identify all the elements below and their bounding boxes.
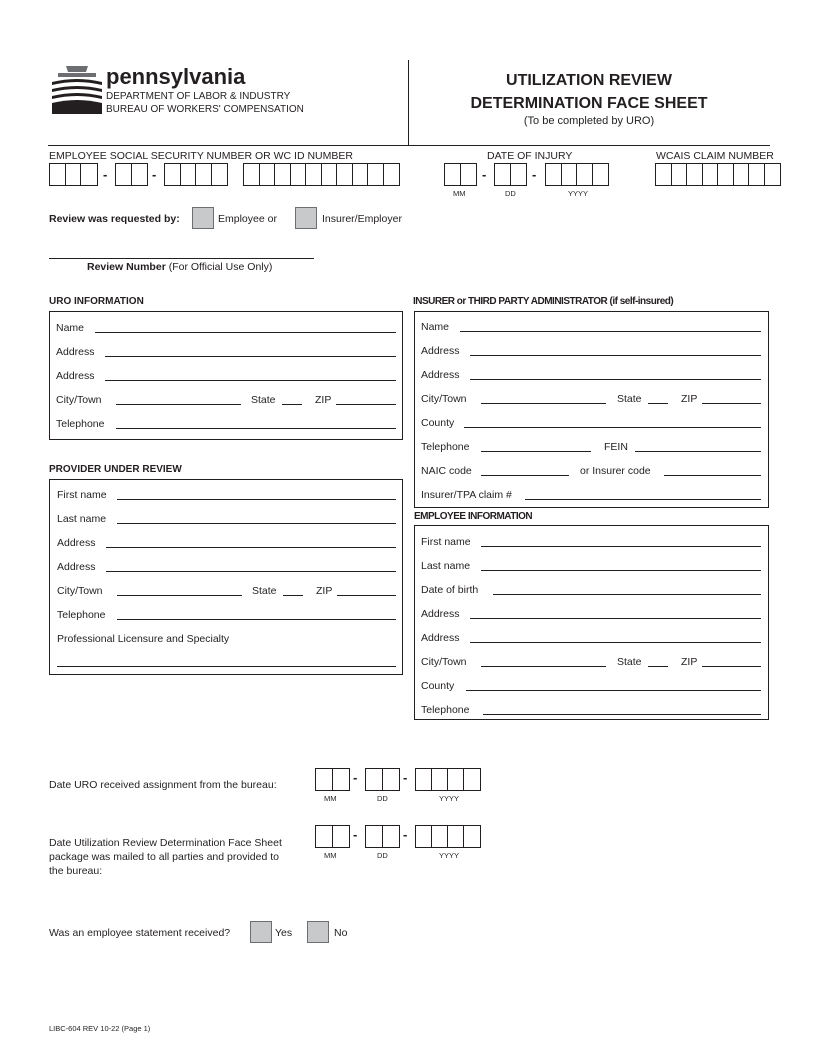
provider-frame (49, 479, 403, 675)
header-rule (48, 145, 770, 146)
insurer-address2-field[interactable] (470, 379, 761, 380)
review-number-bold: Review Number (87, 261, 166, 273)
employee-state-field[interactable] (648, 666, 668, 667)
received-yyyy-caption: YYYY (439, 794, 460, 803)
insurer-address2-label: Address (421, 369, 460, 381)
insurer-address1-field[interactable] (470, 355, 761, 356)
provider-state-field[interactable] (283, 595, 303, 596)
mailed-mm-caption: MM (324, 851, 337, 860)
uro-zip-field[interactable] (336, 404, 396, 405)
insurer-telephone-label: Telephone (421, 441, 470, 453)
insurer-naic-label: NAIC code (421, 465, 472, 477)
uro-address2-field[interactable] (105, 380, 396, 381)
provider-last-label: Last name (57, 513, 107, 525)
insurer-zip-label: ZIP (681, 393, 698, 405)
employee-county-label: County (421, 680, 455, 692)
form-title-line1: UTILIZATION REVIEW (506, 72, 672, 89)
ssn-dash-1: - (103, 167, 108, 182)
employee-last-field[interactable] (481, 570, 761, 571)
employee-zip-field[interactable] (702, 666, 761, 667)
insurer-state-field[interactable] (648, 403, 668, 404)
mailed-mm-boxes[interactable] (315, 825, 350, 848)
uro-name-field[interactable] (95, 332, 396, 333)
received-dd-caption: DD (377, 794, 388, 803)
employee-first-field[interactable] (481, 546, 761, 547)
employee-first-label: First name (421, 536, 471, 548)
review-number-label (87, 261, 272, 273)
provider-zip-label: ZIP (316, 585, 333, 597)
insurer-fein-label: FEIN (604, 441, 628, 453)
employee-dob-label: Date of birth (421, 584, 479, 596)
mailed-dd-caption: DD (377, 851, 388, 860)
employee-heading: EMPLOYEE INFORMATION (414, 511, 533, 522)
requested-by-label: Review was requested by: (49, 213, 180, 225)
received-dash-2: - (403, 770, 408, 785)
insurer-county-label: County (421, 417, 455, 429)
insurer-code-field[interactable] (664, 475, 761, 476)
employee-state-label: State (617, 656, 642, 668)
provider-heading: PROVIDER UNDER REVIEW (49, 464, 182, 475)
wcid-boxes[interactable] (243, 163, 400, 186)
keystone-icon (52, 66, 102, 114)
insurer-name-field[interactable] (460, 331, 761, 332)
form-title-line2: DETERMINATION FACE SHEET (470, 95, 708, 112)
provider-licensure-label: Professional Licensure and Specialty (57, 633, 230, 645)
date-mailed-label-3: the bureau: (49, 865, 103, 877)
received-mm-boxes[interactable] (315, 768, 350, 791)
review-number-line[interactable] (49, 258, 314, 259)
insurer-frame (414, 311, 769, 508)
uro-city-field[interactable] (116, 404, 241, 405)
statement-question: Was an employee statement received? (49, 927, 231, 939)
form-number-footer: LIBC-604 REV 10-22 (Page 1) (49, 1024, 151, 1033)
doi-dd-boxes[interactable] (494, 163, 527, 186)
doi-yyyy-boxes[interactable] (545, 163, 609, 186)
provider-address1-label: Address (57, 537, 96, 549)
doi-mm-caption: MM (453, 189, 466, 198)
doi-mm-boxes[interactable] (444, 163, 477, 186)
date-mailed-label-2: package was mailed to all parties and provided to (49, 851, 279, 863)
mailed-dash-1: - (353, 827, 358, 842)
provider-first-label: First name (57, 489, 107, 501)
insurer-zip-field[interactable] (702, 403, 761, 404)
ssn-boxes-1[interactable] (49, 163, 98, 186)
employee-address2-label: Address (421, 632, 460, 644)
ssn-dash-2: - (152, 167, 157, 182)
ssn-boxes-2[interactable] (115, 163, 148, 186)
mailed-yyyy-boxes[interactable] (415, 825, 481, 848)
logo-wordmark: pennsylvania (106, 64, 246, 89)
doi-label: DATE OF INJURY (487, 150, 573, 162)
insurer-naic-field[interactable] (481, 475, 569, 476)
uro-city-label: City/Town (56, 394, 102, 406)
employee-address1-field[interactable] (470, 618, 761, 619)
ssn-boxes-3[interactable] (164, 163, 228, 186)
provider-zip-field[interactable] (337, 595, 396, 596)
employee-address1-label: Address (421, 608, 460, 620)
ssn-label: EMPLOYEE SOCIAL SECURITY NUMBER OR WC ID NUMBER (49, 150, 353, 162)
insurer-claim-field[interactable] (525, 499, 761, 500)
statement-no-checkbox[interactable] (307, 921, 329, 943)
insurer-checkbox[interactable] (295, 207, 317, 229)
provider-city-field[interactable] (117, 595, 242, 596)
uro-zip-label: ZIP (315, 394, 332, 406)
uro-telephone-field[interactable] (116, 428, 396, 429)
provider-telephone-label: Telephone (57, 609, 106, 621)
provider-last-field[interactable] (117, 523, 396, 524)
provider-first-field[interactable] (117, 499, 396, 500)
uro-state-field[interactable] (282, 404, 302, 405)
review-number-note: (For Official Use Only) (168, 261, 273, 273)
employee-checkbox[interactable] (192, 207, 214, 229)
employee-address2-field[interactable] (470, 642, 761, 643)
insurer-city-field[interactable] (481, 403, 606, 404)
employee-county-field[interactable] (466, 690, 761, 691)
doi-yyyy-caption: YYYY (568, 189, 589, 198)
employee-telephone-label: Telephone (421, 704, 470, 716)
doi-dd-caption: DD (505, 189, 516, 198)
uro-state-label: State (251, 394, 276, 406)
wcais-label: WCAIS CLAIM NUMBER (656, 150, 774, 162)
insurer-address1-label: Address (421, 345, 460, 357)
insurer-county-field[interactable] (464, 427, 761, 428)
pa-logo (52, 66, 102, 114)
provider-address2-label: Address (57, 561, 96, 573)
insurer-state-label: State (617, 393, 642, 405)
received-mm-caption: MM (324, 794, 337, 803)
uro-name-label: Name (56, 322, 85, 334)
employee-option-label: Employee or (218, 213, 277, 225)
statement-no-label: No (334, 927, 348, 939)
employee-telephone-field[interactable] (483, 714, 761, 715)
uro-address2-label: Address (56, 370, 95, 382)
provider-telephone-field[interactable] (117, 619, 396, 620)
uro-telephone-label: Telephone (56, 418, 105, 430)
insurer-fein-field[interactable] (635, 451, 761, 452)
insurer-telephone-field[interactable] (481, 451, 591, 452)
department-name: DEPARTMENT OF LABOR & INDUSTRY (106, 91, 291, 102)
received-yyyy-boxes[interactable] (415, 768, 481, 791)
form-subtitle: (To be completed by URO) (523, 115, 655, 127)
insurer-claim-label: Insurer/TPA claim # (421, 489, 512, 501)
provider-state-label: State (252, 585, 277, 597)
mailed-yyyy-caption: YYYY (439, 851, 460, 860)
employee-zip-label: ZIP (681, 656, 698, 668)
doi-dash-1: - (482, 167, 487, 182)
employee-city-label: City/Town (421, 656, 467, 668)
employee-dob-field[interactable] (493, 594, 761, 595)
insurer-option-label: Insurer/Employer (322, 213, 402, 225)
uro-address1-label: Address (56, 346, 95, 358)
date-received-label: Date URO received assignment from the bureau: (49, 779, 277, 791)
employee-city-field[interactable] (481, 666, 606, 667)
statement-yes-label: Yes (275, 927, 293, 939)
mailed-dash-2: - (403, 827, 408, 842)
wcais-boxes[interactable] (655, 163, 781, 186)
insurer-name-label: Name (421, 321, 450, 333)
provider-city-label: City/Town (57, 585, 103, 597)
uro-address1-field[interactable] (105, 356, 396, 357)
provider-licensure-field[interactable] (57, 666, 396, 667)
date-mailed-label-1: Date Utilization Review Determination Face Sheet (49, 837, 282, 849)
received-dash-1: - (353, 770, 358, 785)
insurer-heading: INSURER or THIRD PARTY ADMINISTRATOR (if self-insured) (413, 296, 674, 307)
received-dd-boxes[interactable] (365, 768, 400, 791)
bureau-name: BUREAU OF WORKERS' COMPENSATION (106, 104, 304, 115)
statement-yes-checkbox[interactable] (250, 921, 272, 943)
employee-last-label: Last name (421, 560, 471, 572)
insurer-city-label: City/Town (421, 393, 467, 405)
mailed-dd-boxes[interactable] (365, 825, 400, 848)
provider-address2-field[interactable] (106, 571, 396, 572)
uro-heading: URO INFORMATION (49, 296, 144, 307)
insurer-code-label: or Insurer code (580, 465, 651, 477)
provider-address1-field[interactable] (106, 547, 396, 548)
doi-dash-2: - (532, 167, 537, 182)
